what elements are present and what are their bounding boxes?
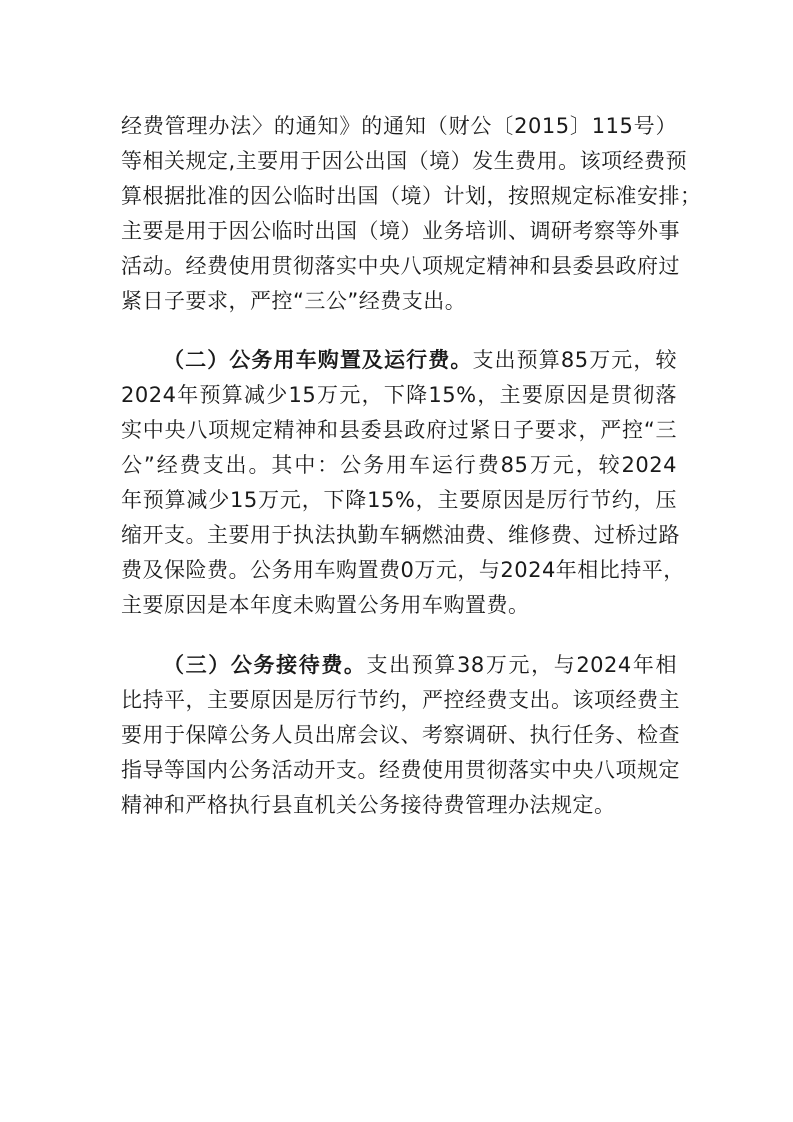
para1-line3: 算根据批准的因公临时出国（境）计划，按照规定标准安排； [121, 184, 702, 208]
para3-line1-text: 支出预算38万元，与2024年相 [366, 653, 677, 677]
para3-heading: （三）公务接待费。 [163, 653, 367, 677]
para2-line6: 缩开支。主要用于执法执勤车辆燃油费、维修费、过桥过路 [121, 523, 680, 547]
para3-line2: 比持平，主要原因是厉行节约，严控经费支出。该项经费主 [121, 688, 680, 712]
para1-line4: 主要是用于因公临时出国（境）业务培训、调研考察等外事 [121, 219, 680, 243]
para2-line5: 年预算减少15万元，下降15%，主要原因是厉行节约，压 [121, 488, 677, 512]
para2-line8: 主要原因是本年度未购置公务用车购置费。 [121, 593, 530, 617]
para3-line5: 精神和严格执行县直机关公务接待费管理办法规定。 [121, 793, 616, 817]
para2-line7: 费及保险费。公务用车购置费0万元，与2024年相比持平， [121, 558, 685, 582]
para2-line1-text: 支出预算85万元，较 [472, 348, 677, 372]
para1-line6: 紧日子要求，严控“三公”经费支出。 [121, 289, 467, 313]
para2-line3: 实中央八项规定精神和县委县政府过紧日子要求，严控“三 [121, 418, 677, 442]
para3-line3: 要用于保障公务人员出席会议、考察调研、执行任务、检查 [121, 723, 680, 747]
para3-line4: 指导等国内公务活动开支。经费使用贯彻落实中央八项规定 [121, 758, 680, 782]
para2-heading: （二）公务用车购置及运行费。 [163, 348, 473, 372]
para1-line2: 等相关规定,主要用于因公出国（境）发生费用。该项经费预 [121, 149, 688, 173]
para1-line5: 活动。经费使用贯彻落实中央八项规定精神和县委县政府过 [121, 254, 680, 278]
para3-line1 [163, 647, 677, 683]
para1-line1: 经费管理办法〉的通知》的通知（财公〔2015〕115号） [121, 114, 677, 138]
para2-line1 [163, 342, 677, 378]
para2-line4: 公”经费支出。其中：公务用车运行费85万元，较2024 [121, 453, 677, 477]
para2-line2: 2024年预算减少15万元，下降15%，主要原因是贯彻落 [121, 383, 677, 407]
